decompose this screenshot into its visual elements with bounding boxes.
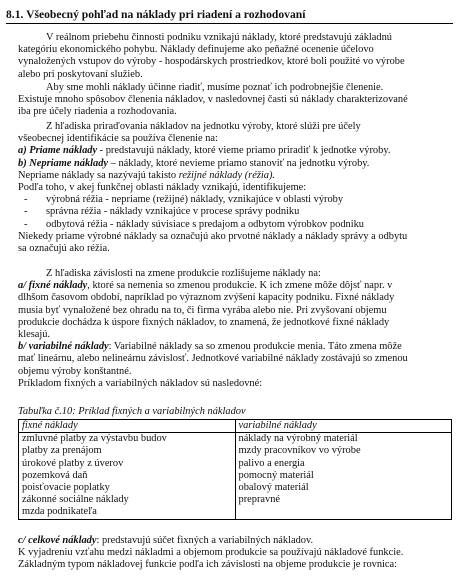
text-line: alebo pri poskytovaní služieb.	[18, 68, 143, 80]
text-line: Základným typom nákladovej funkcie podľa ich závislosti na objeme produkcie je rovnica:	[18, 559, 398, 571]
paragraph-allocation	[18, 121, 452, 255]
cell-line: prepravné	[238, 494, 281, 506]
text-line: musia byť vynaložené bez ohradu na to, či firma vyrába alebo nie. Pri zvyšovaní objemu	[18, 304, 387, 316]
heading-rule	[6, 23, 453, 24]
paragraph-total-costs	[18, 535, 452, 572]
cell-line: úrokové platby z úverov	[22, 457, 124, 469]
text-line: Z hľadiska priraďovania nákladov na jednotku výroby, ktoré slúži pre účely	[46, 121, 361, 132]
direct-costs-text: - predstavujú náklady, ktoré vieme priamo priradiť k jednotke výroby.	[97, 145, 391, 157]
cell-line: pozemková daň	[22, 469, 88, 481]
text-line: Z hľadiska závislosti na zmene produkcie rozlišujeme náklady na:	[46, 268, 321, 279]
total-costs-label: c/ celkové náklady	[18, 535, 97, 546]
bullet-text: výrobná réžia - nepriame (režijné) náklady, vznikajúce v oblasti výroby	[46, 194, 344, 206]
text-line: Príkladom fixných a variabilných nákladov sú nasledovné:	[18, 377, 263, 389]
indirect-costs-label: b) Nepriame náklady	[18, 157, 109, 169]
cell-line: zákonné sociálne náklady	[22, 494, 129, 506]
paragraph-fixed-variable	[18, 268, 452, 390]
text-line: kategóriu ekonomického pohybu. Náklady definujeme ako peňažné ocenenie účelovo	[18, 44, 374, 56]
text-line: V reálnom priebehu činnosti podniku vznikajú náklady, ktoré predstavujú základnú	[46, 32, 392, 43]
section-heading: 8.1. Všeobecný pohľad na náklady pri riadení a rozhodovaní	[6, 8, 306, 21]
total-costs-line	[18, 535, 452, 547]
cell-line: mzdy pracovníkov vo výrobe	[238, 445, 361, 457]
table-header: variabilné náklady	[235, 420, 452, 433]
fixed-costs-text: , ktoré sa nemenia so zmenou produkcie. K ich zmene môže dôjsť napr. v	[87, 280, 393, 292]
text-line: K vyjadreniu vzťahu medzi nákladmi a objemom produkcie sa používajú nákladové funkcie.	[18, 547, 404, 559]
text-line: produkcie dochádza k úspore fixných nákladov, to znamená, že jednotkové fixné náklady	[18, 316, 390, 328]
cell-line: palivo a energia	[238, 457, 305, 469]
bullet-item: - odbytová réžia - náklady súvisiace s predajom a odbytom výrobkov podniku	[24, 218, 364, 230]
bullet-item: - správna réžia - náklady vznikajúce v procese správy podniku	[24, 206, 300, 218]
text-line: dlhšom časovom období, napríklad po výraznom zvýšení kapacity podniku. Fixné náklady	[18, 292, 395, 304]
cell-line: mzda podnikateľa	[22, 506, 97, 518]
direct-costs-line	[18, 145, 452, 157]
text-line: sa označujú ako réžia.	[18, 243, 110, 255]
bullet-text: správna réžia - náklady vznikajúce v procese správy podniku	[46, 206, 300, 218]
overhead-text: Nepriame náklady sa nazývajú takisto	[18, 169, 179, 181]
overhead-line	[18, 170, 452, 182]
direct-costs-label: a) Priame náklady	[18, 145, 98, 157]
text-line: iba pre účely riadenia a rozhodovania.	[18, 106, 177, 118]
table-header-row	[19, 420, 452, 433]
paragraph-cost-definition	[18, 32, 452, 81]
text-line: Niekedy priame výrobné náklady sa označujú ako prvotné náklady a náklady správy a odbytu	[18, 230, 408, 242]
variable-cell	[235, 433, 452, 519]
cell-line: platby za prenájom	[22, 445, 102, 457]
table-row	[19, 433, 452, 519]
cell-line: pomocný materiál	[238, 469, 314, 481]
table-header: fixné náklady	[19, 420, 236, 433]
fixed-costs-line	[18, 280, 452, 292]
text-line: Aby sme mohli náklady účinne riadiť, musíme poznať ich podrobnejšie členenie.	[46, 82, 384, 93]
cell-line: poisťovacie poplatky	[22, 482, 110, 494]
bullet-item: - výrobná réžia - nepriame (režijné) náklady, vznikajúce v oblasti výroby	[24, 194, 344, 206]
cell-line: obalový materiál	[238, 482, 309, 494]
text-line: klesajú.	[18, 329, 51, 341]
indirect-costs-text: – náklady, ktoré nevieme priamo stanoviť na jednotku výroby.	[108, 157, 370, 169]
bullet-text: odbytová réžia - náklady súvisiace s predajom a odbytom výrobkov podniku	[46, 218, 364, 230]
cost-examples-table	[18, 419, 452, 520]
text-line: Existuje mnoho spôsobov členenia nákladov, v nasledovnej časti sú náklady charakterizované	[18, 94, 408, 106]
overhead-term: režijné náklady (réžia).	[178, 169, 275, 181]
variable-costs-text: : Variabilné náklady sa so zmenou produkcie menia. Táto zmena môže	[108, 341, 402, 353]
paragraph-cost-management	[18, 82, 452, 119]
cell-line: náklady na výrobný materiál	[238, 433, 358, 445]
text-line: mať lineárnu, alebo nelineárnu závislosť. Jednotkové variabilné náklady zostávajú so zmenou	[18, 353, 408, 365]
fixed-costs-label: a/ fixné náklady	[18, 280, 88, 292]
fixed-cell	[19, 433, 236, 519]
text-line: objemu výroby konštantné.	[18, 365, 132, 377]
variable-costs-line	[18, 341, 452, 353]
total-costs-text: : predstavujú súčet fixných a variabilných nákladov.	[96, 535, 314, 546]
variable-costs-label: b/ variabilné náklady	[18, 341, 109, 353]
text-line: všeobecnej identifikácie sa používa členenie na:	[18, 133, 218, 145]
indirect-costs-line	[18, 158, 452, 170]
text-line: Podľa toho, v akej funkčnej oblasti náklady vznikajú, identifikujeme:	[18, 182, 307, 194]
cell-line: zmluvné platby za výstavbu budov	[22, 433, 167, 445]
table-caption: Tabuľka č.10: Príklad fixných a variabilných nákladov	[18, 406, 246, 417]
text-line: vynaložených vstupov do výroby - hospodárskych prostriedkov, ktoré boli použité vo výrobe	[18, 56, 405, 68]
